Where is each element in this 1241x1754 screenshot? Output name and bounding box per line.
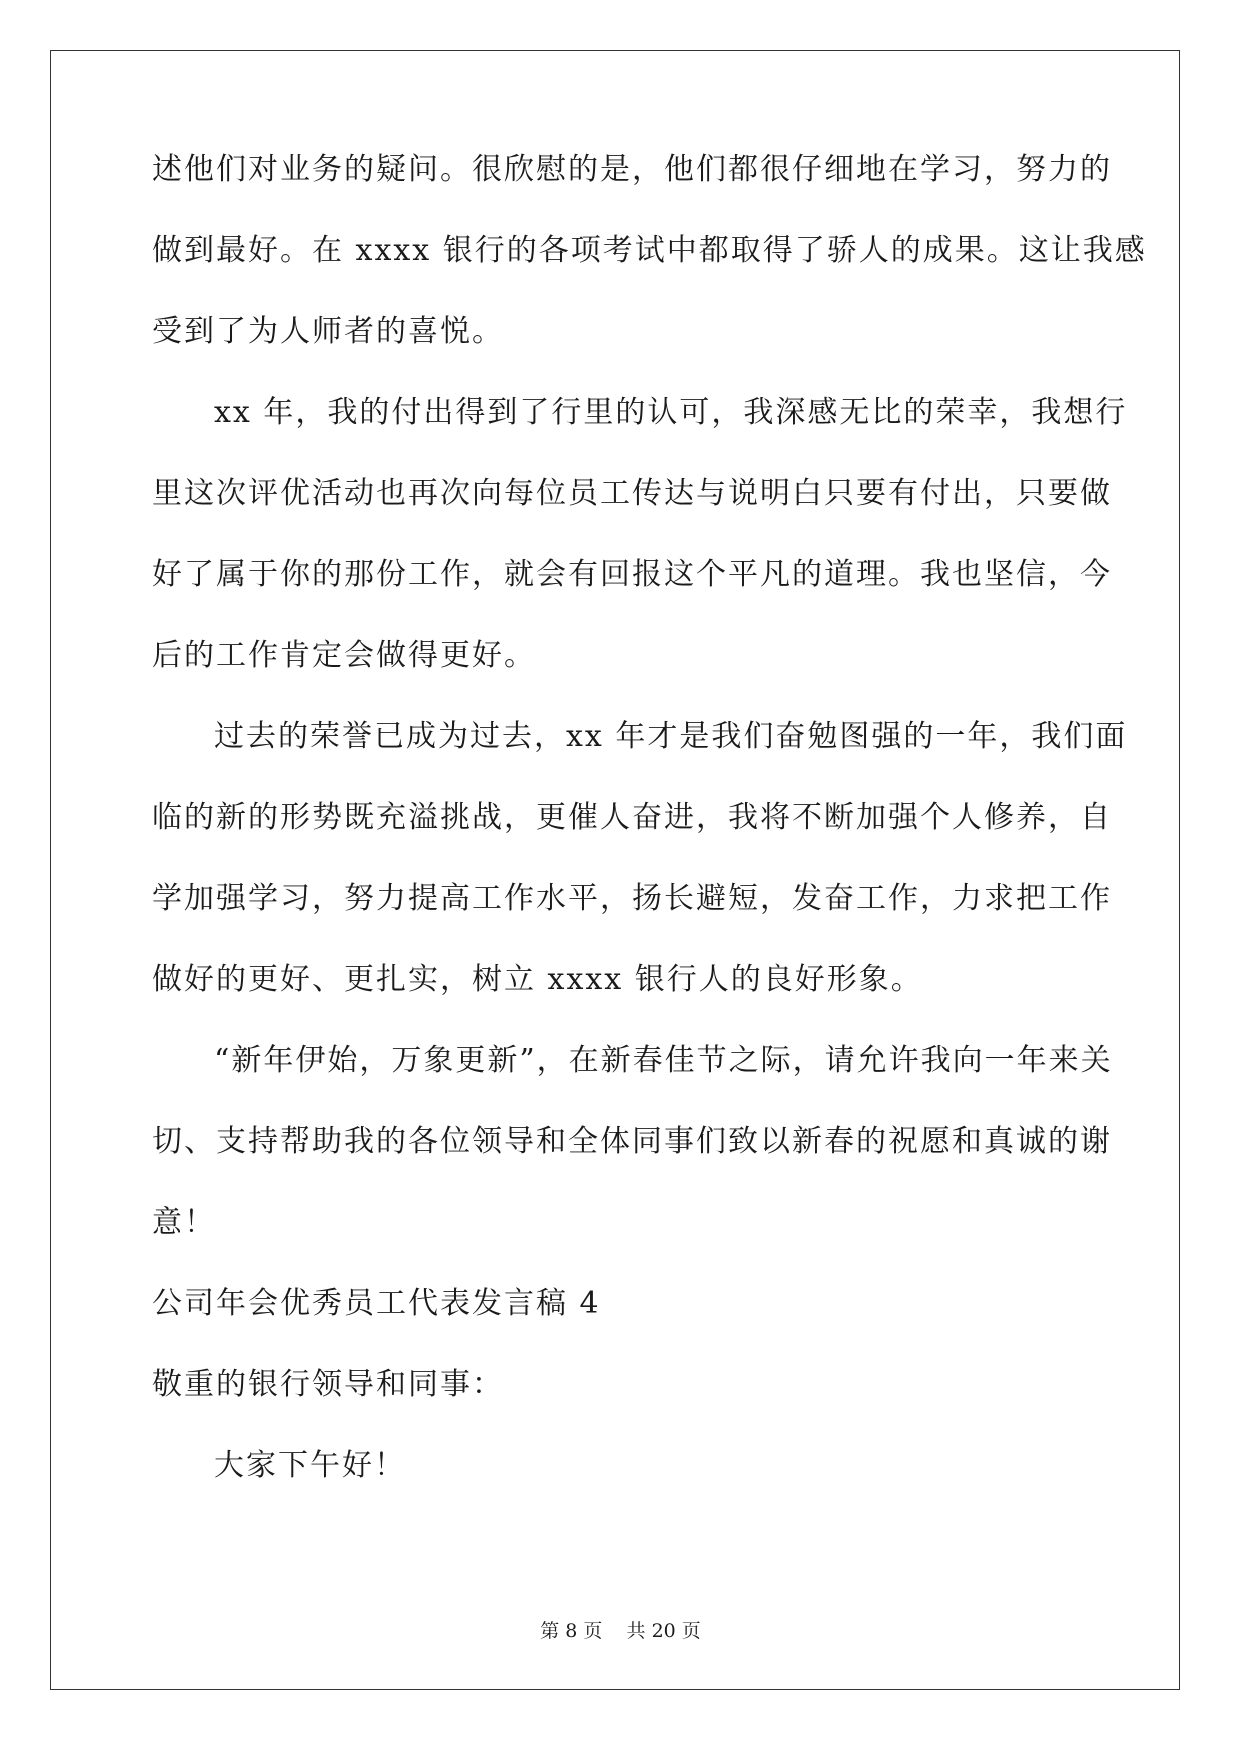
text-line: 学加强学习，努力提高工作水平，扬长避短，发奋工作，力求把工作 [152, 881, 1112, 916]
document-body [152, 150, 1147, 1527]
text-line: 里这次评优活动也再次向每位员工传达与说明白只要有付出，只要做 [152, 476, 1112, 511]
text-line: xx 年，我的付出得到了行里的认可，我深感无比的荣幸，我想行 [214, 395, 1128, 430]
text-line: 意！ [152, 1205, 216, 1240]
text-line: 受到了为人师者的喜悦。 [152, 314, 504, 349]
text-line: 述他们对业务的疑问。很欣慰的是，他们都很仔细地在学习，努力的 [152, 152, 1112, 187]
text-line: 做到最好。在 xxxx 银行的各项考试中都取得了骄人的成果。这让我感 [152, 233, 1147, 268]
text-line: 做好的更好、更扎实，树立 xxxx 银行人的良好形象。 [152, 962, 923, 997]
text-line: “新年伊始，万象更新”，在新春佳节之际，请允许我向一年来关 [214, 1043, 1113, 1078]
greeting: 大家下午好！ [214, 1448, 406, 1483]
text-line: 过去的荣誉已成为过去，xx 年才是我们奋勉图强的一年，我们面 [214, 719, 1128, 754]
text-line: 临的新的形势既充溢挑战，更催人奋进，我将不断加强个人修养，自 [152, 800, 1112, 835]
text-line: 好了属于你的那份工作，就会有回报这个平凡的道理。我也坚信，今 [152, 557, 1112, 592]
section-title: 公司年会优秀员工代表发言稿 4 [152, 1286, 601, 1321]
page-number: 第 8 页 共 20 页 [540, 1620, 701, 1642]
text-line: 切、支持帮助我的各位领导和全体同事们致以新春的祝愿和真诚的谢 [152, 1124, 1112, 1159]
salutation: 敬重的银行领导和同事： [152, 1367, 504, 1402]
text-line: 后的工作肯定会做得更好。 [152, 638, 536, 673]
